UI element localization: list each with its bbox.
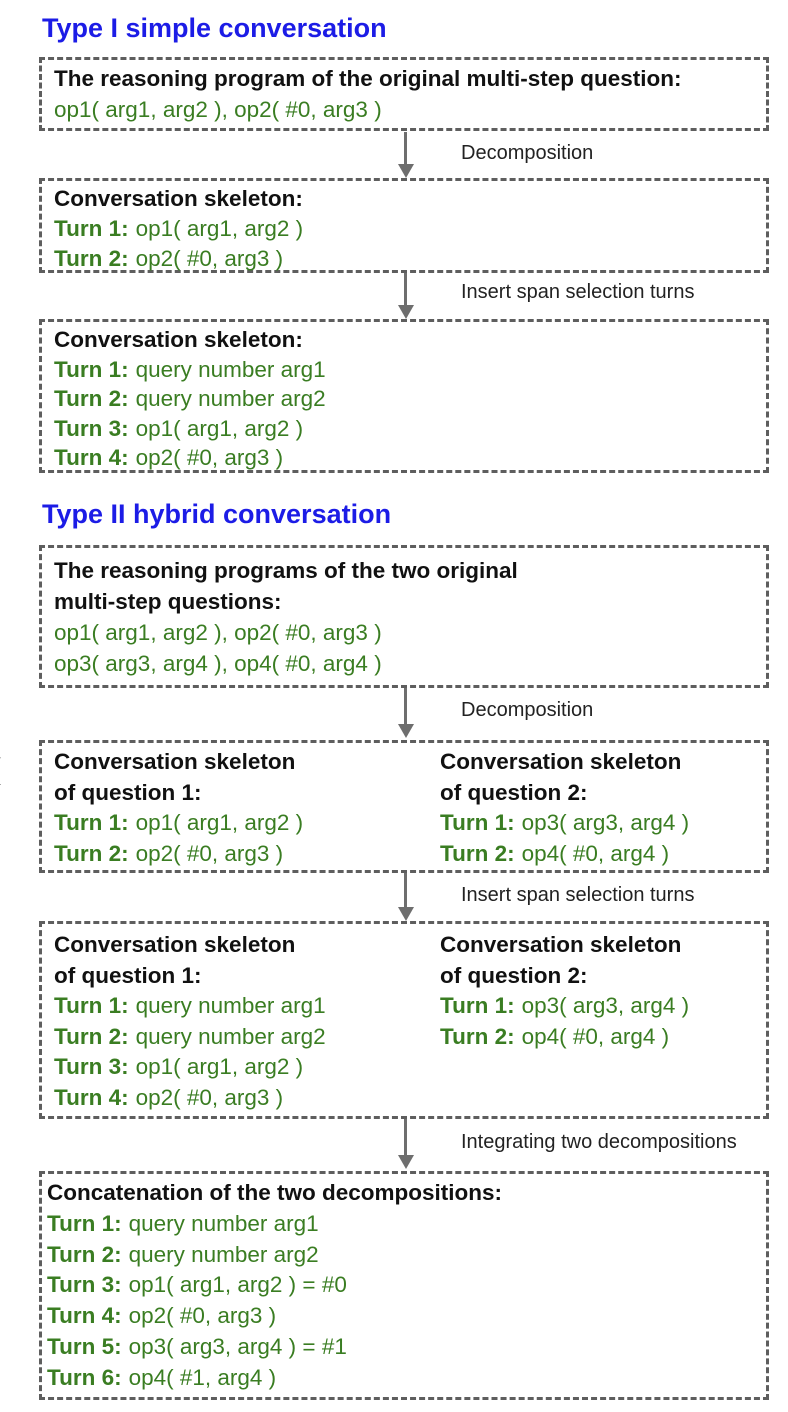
turn-text: op4( #1, arg4 ) [128,1364,277,1390]
arrow-stem [404,1119,407,1155]
turn-label: Turn 3: [54,415,129,441]
arrow-head-icon [398,305,414,319]
type2-heading: Type II hybrid conversation [42,499,392,529]
type1-skeleton-box [39,178,769,273]
flow-arrow-decomposition-1 [397,132,414,178]
turn-text: op3( arg3, arg4 ) = #1 [128,1333,347,1359]
turn-text: op3( arg3, arg4 ) [521,993,690,1018]
turn-line [440,991,754,1022]
turn-text: op2( #0, arg3 ) [135,840,284,866]
program-code-line: op1( arg1, arg2 ), op2( #0, arg3 ) [54,620,382,645]
turn-text: query number arg1 [135,356,326,382]
arrow-head-icon [398,164,414,178]
skeleton-title-line2: of question 1: [54,779,202,805]
skeleton-title-line1: Conversation skeleton [440,749,682,774]
skeleton-title-line2: of question 2: [440,962,588,988]
turn-line [54,244,754,274]
turn-text: op4( #0, arg4 ) [521,840,670,866]
skeleton-title-line1: Conversation skeleton [54,749,296,774]
program-code-line: op1( arg1, arg2 ), op2( #0, arg3 ) [54,97,382,122]
type1-skeleton-expanded-box [39,319,769,473]
turn-label: Turn 1: [440,993,515,1018]
turn-label: Turn 1: [440,810,515,835]
turn-line [54,214,754,244]
program-box-title: The reasoning program of the original multi-step question: [54,66,682,91]
skeleton-question2-column [440,747,754,869]
turn-text: op1( arg1, arg2 ) [135,1054,304,1079]
type2-skeletons-expanded-box [39,921,769,1119]
skeleton-title-line1: Conversation skeleton [54,932,296,957]
skeleton-question1-column [54,747,440,869]
arrow-stem [404,873,407,907]
skeleton-box-title: Conversation skeleton: [54,186,303,211]
turn-label: Turn 2: [54,1023,129,1049]
arrow-stem [404,273,407,305]
type2-programs-box [39,545,769,688]
concatenation-box [39,1171,769,1400]
turn-label: Turn 1: [54,810,129,835]
flow-arrow-insert-1 [397,273,414,319]
decomposition-label-1: Decomposition [461,142,594,164]
type1-program-box [39,57,769,131]
turn-text: query number arg2 [128,1241,319,1267]
skeleton-question2-column [440,930,754,1113]
turn-text: op2( #0, arg3 ) [135,246,284,271]
insert-span-label-1: Insert span selection turns [461,281,695,303]
turn-text: query number arg2 [135,386,326,411]
turn-label: Turn 2: [54,386,129,411]
turn-line [47,1270,754,1301]
turn-line [54,1022,440,1053]
turn-label: Turn 4: [47,1303,122,1329]
skeleton-box-title: Conversation skeleton: [54,327,303,352]
turn-text: query number arg1 [128,1210,319,1236]
turn-line [47,1332,754,1363]
turn-text: op1( arg1, arg2 ) [135,810,304,835]
turn-line [440,1022,754,1053]
turn-line [54,384,754,414]
turn-line [47,1363,754,1394]
type1-heading: Type I simple conversation [42,13,387,43]
turn-line [47,1301,754,1332]
programs-box-title-line2: multi-step questions: [54,589,282,614]
turn-line [47,1209,754,1240]
skeleton-title-line2: of question 2: [440,779,588,805]
turn-text: op2( #0, arg3 ) [135,1084,284,1110]
programs-box-title-line1: The reasoning programs of the two original [54,558,518,583]
cropped-parenthesis-fragment [0,753,1,787]
turn-label: Turn 3: [47,1272,122,1298]
flow-arrow-decomposition-2 [397,688,414,738]
turn-text: op2( #0, arg3 ) [135,445,284,470]
flow-arrow-integrate [397,1119,414,1169]
turn-label: Turn 1: [54,216,129,241]
turn-line [47,1240,754,1271]
arrow-stem [404,688,407,724]
turn-label: Turn 5: [47,1333,122,1359]
turn-text: op1( arg1, arg2 ) [135,415,304,441]
turn-line [54,1052,440,1083]
turn-label: Turn 2: [440,840,515,866]
turn-text: op1( arg1, arg2 ) = #0 [128,1272,347,1298]
concatenation-box-title: Concatenation of the two decompositions: [47,1180,502,1205]
turn-text: op1( arg1, arg2 ) [135,216,304,241]
turn-text: query number arg2 [135,1023,326,1049]
skeleton-title-line1: Conversation skeleton [440,932,682,957]
turn-line [54,991,440,1022]
turn-line [54,839,440,870]
type2-skeletons-box [39,740,769,873]
arrow-head-icon [398,724,414,738]
turn-line [440,839,754,870]
turn-line [440,808,754,839]
turn-label: Turn 2: [54,246,129,271]
turn-line [54,443,754,473]
flow-arrow-insert-2 [397,873,414,921]
turn-label: Turn 2: [54,840,129,866]
arrow-stem [404,132,407,164]
turn-label: Turn 6: [47,1364,122,1390]
skeleton-question1-column [54,930,440,1113]
turn-label: Turn 4: [54,445,129,470]
turn-line [54,1083,440,1114]
turn-label: Turn 2: [440,1023,515,1049]
turn-label: Turn 1: [54,356,129,382]
decomposition-label-2: Decomposition [461,699,594,721]
turn-text: query number arg1 [135,993,326,1018]
turn-text: op3( arg3, arg4 ) [521,810,690,835]
turn-text: op2( #0, arg3 ) [128,1303,277,1329]
insert-span-label-2: Insert span selection turns [461,884,695,906]
turn-line [54,414,754,444]
program-code-line: op3( arg3, arg4 ), op4( #0, arg4 ) [54,651,382,676]
turn-line [54,808,440,839]
turn-label: Turn 2: [47,1241,122,1267]
arrow-head-icon [398,907,414,921]
turn-line [54,355,754,385]
integrate-label: Integrating two decompositions [461,1131,737,1153]
arrow-head-icon [398,1155,414,1169]
turn-label: Turn 1: [54,993,129,1018]
skeleton-title-line2: of question 1: [54,962,202,988]
turn-label: Turn 3: [54,1054,129,1079]
turn-label: Turn 1: [47,1210,122,1236]
turn-text: op4( #0, arg4 ) [521,1023,670,1049]
turn-label: Turn 4: [54,1084,129,1110]
